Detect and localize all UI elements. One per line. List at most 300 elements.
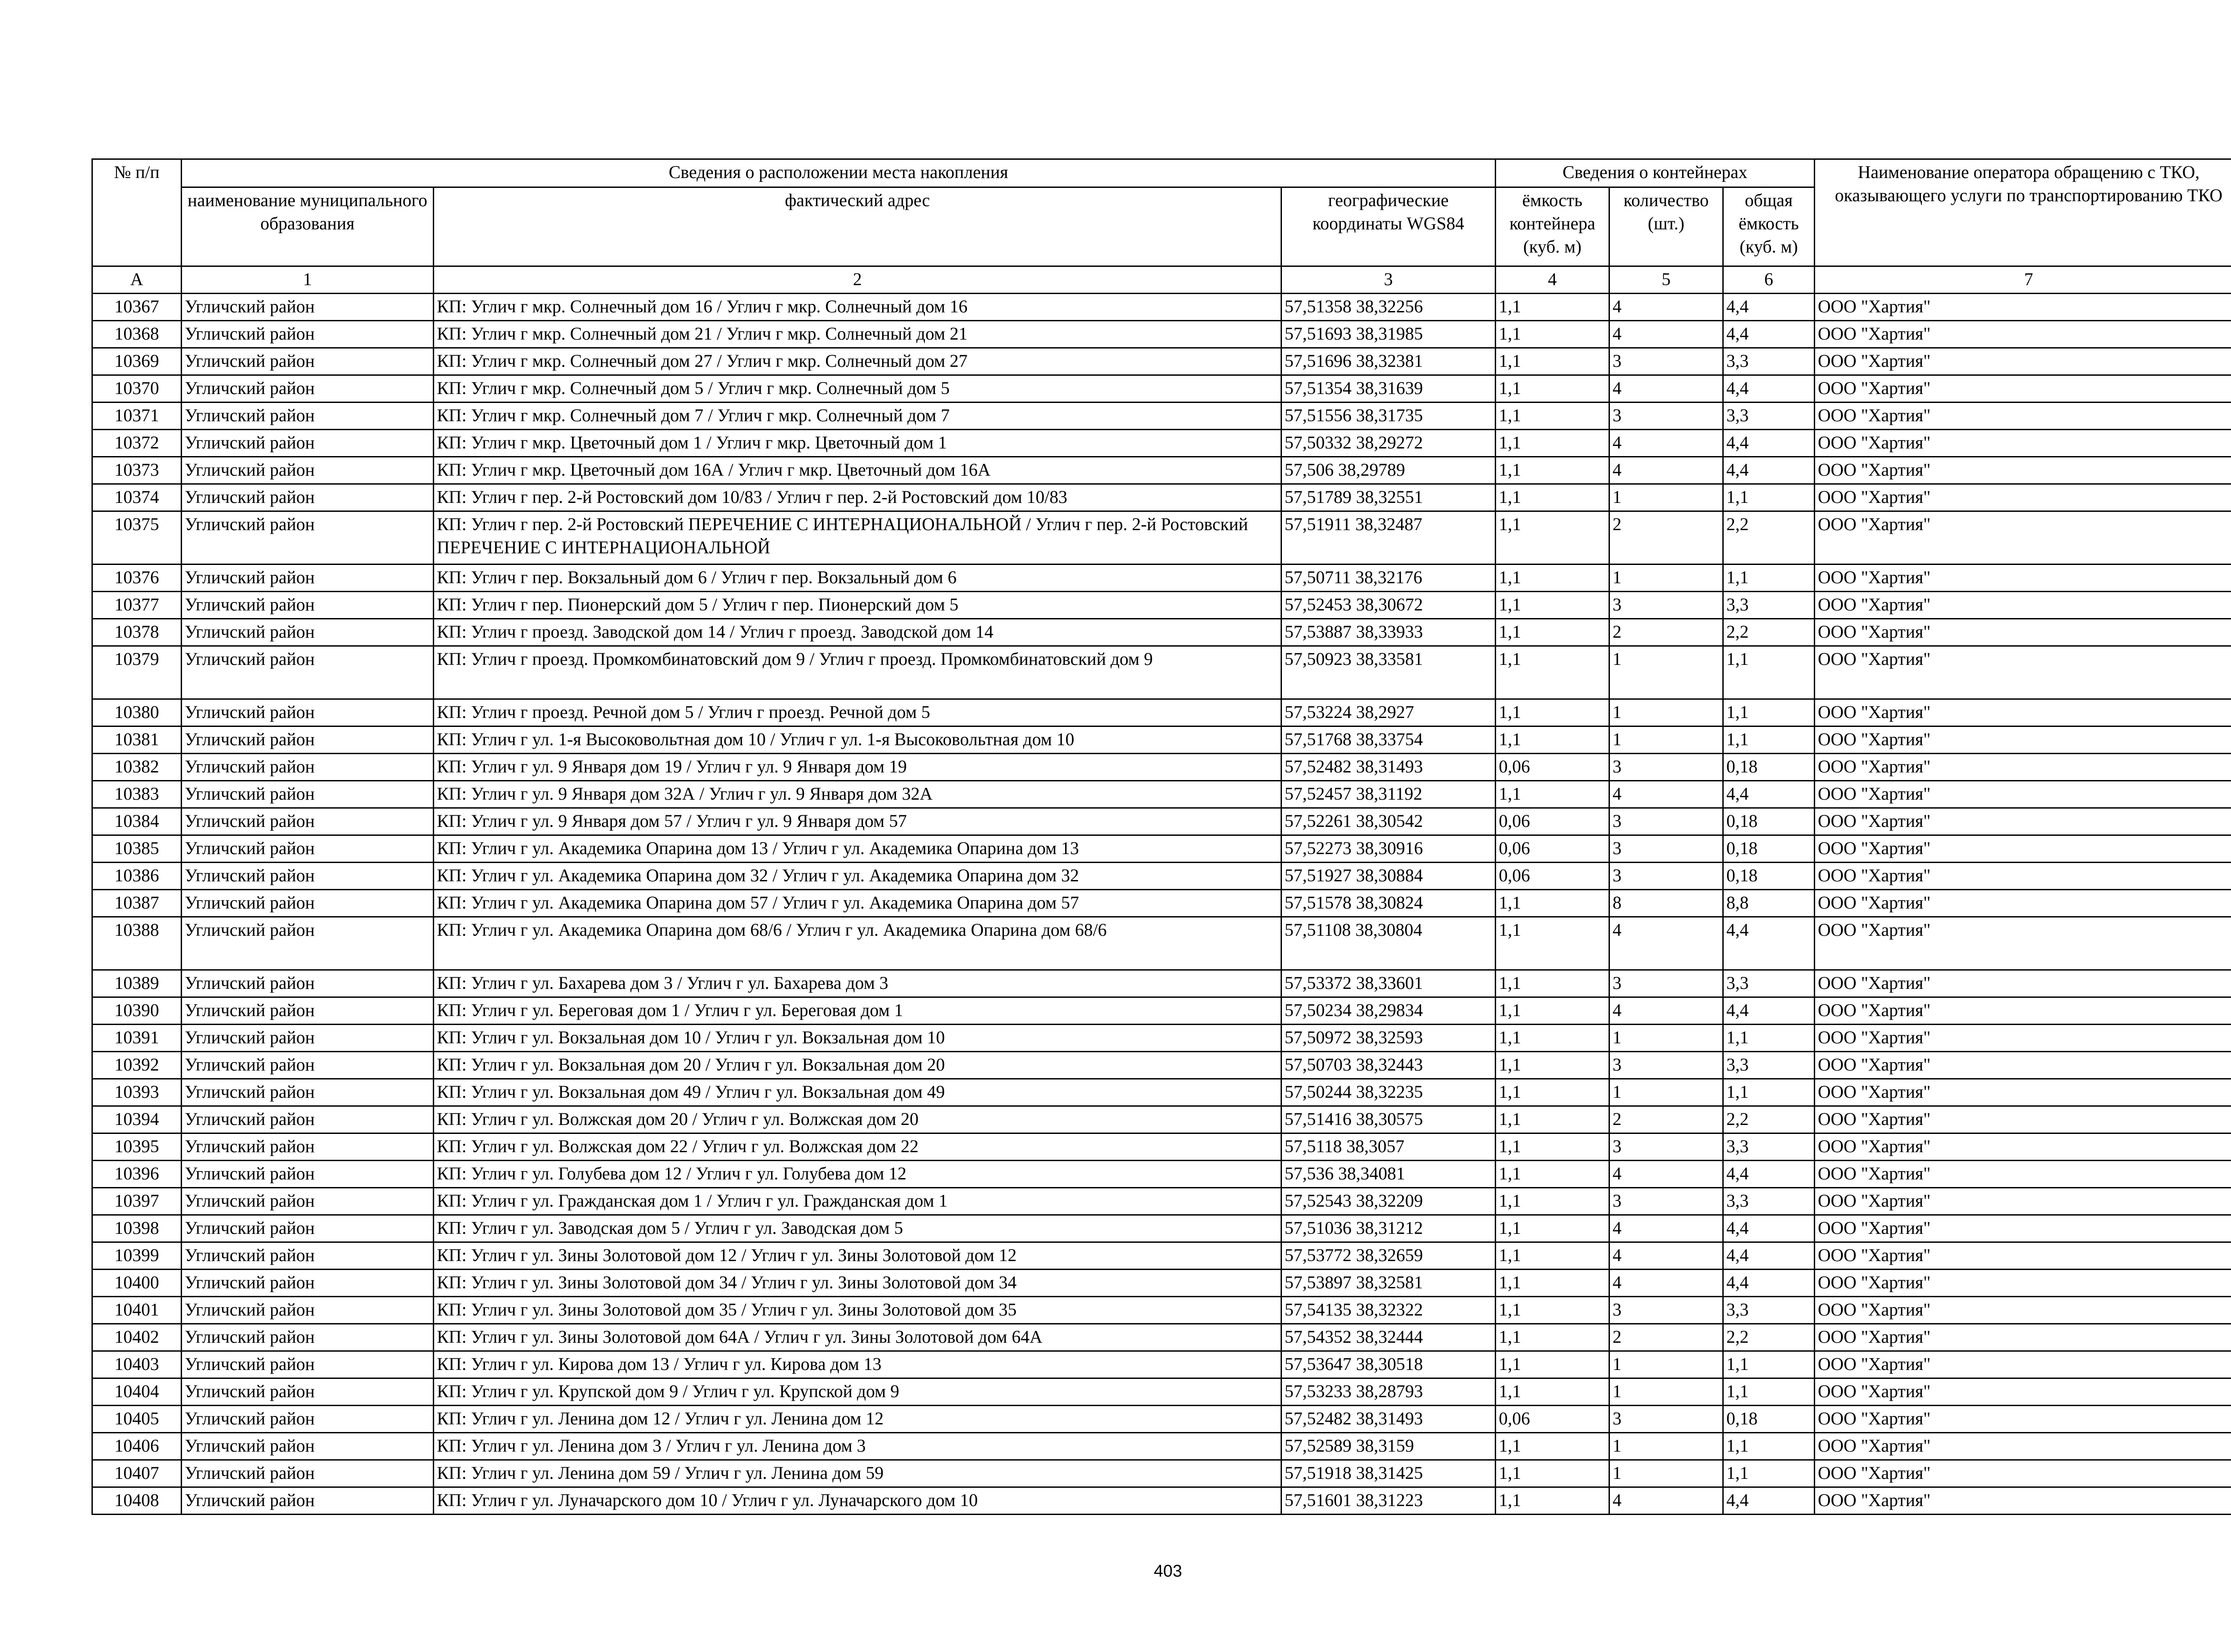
cell-num: 10385 xyxy=(92,835,182,863)
cell-municipality: Угличский район xyxy=(182,592,434,619)
cell-capacity: 1,1 xyxy=(1496,1133,1609,1161)
table-row xyxy=(92,726,2231,754)
cell-count: 1 xyxy=(1609,1460,1723,1487)
index-cell: 5 xyxy=(1609,266,1723,294)
cell-count: 3 xyxy=(1609,863,1723,890)
cell-coords: 57,51693 38,31985 xyxy=(1281,321,1496,348)
cell-operator: ООО "Хартия" xyxy=(1815,1188,2231,1215)
table-row xyxy=(92,565,2231,592)
cell-count: 2 xyxy=(1609,619,1723,646)
cell-count: 1 xyxy=(1609,1025,1723,1052)
cell-count: 4 xyxy=(1609,430,1723,457)
cell-address: КП: Углич г мкр. Цветочный дом 1 / Углич г мкр. Цветочный дом 1 xyxy=(434,430,1281,457)
cell-num: 10401 xyxy=(92,1297,182,1324)
cell-operator: ООО "Хартия" xyxy=(1815,835,2231,863)
cell-operator: ООО "Хартия" xyxy=(1815,917,2231,970)
cell-address: КП: Углич г ул. Ленина дом 59 / Углич г ул. Ленина дом 59 xyxy=(434,1460,1281,1487)
cell-coords: 57,50923 38,33581 xyxy=(1281,646,1496,699)
cell-num: 10376 xyxy=(92,565,182,592)
cell-num: 10403 xyxy=(92,1351,182,1378)
cell-total: 1,1 xyxy=(1723,1460,1815,1487)
cell-coords: 57,52589 38,3159 xyxy=(1281,1433,1496,1460)
table-row xyxy=(92,890,2231,917)
cell-num: 10369 xyxy=(92,348,182,375)
cell-total: 4,4 xyxy=(1723,457,1815,484)
cell-operator: ООО "Хартия" xyxy=(1815,1324,2231,1351)
cell-municipality: Угличский район xyxy=(182,403,434,430)
cell-municipality: Угличский район xyxy=(182,997,434,1025)
cell-total: 4,4 xyxy=(1723,375,1815,403)
cell-total: 8,8 xyxy=(1723,890,1815,917)
cell-count: 2 xyxy=(1609,1106,1723,1133)
cell-address: КП: Углич г ул. Гражданская дом 1 / Углич г ул. Гражданская дом 1 xyxy=(434,1188,1281,1215)
cell-operator: ООО "Хартия" xyxy=(1815,699,2231,726)
cell-operator: ООО "Хартия" xyxy=(1815,1378,2231,1406)
cell-total: 1,1 xyxy=(1723,1433,1815,1460)
cell-total: 4,4 xyxy=(1723,294,1815,321)
cell-total: 3,3 xyxy=(1723,1133,1815,1161)
cell-operator: ООО "Хартия" xyxy=(1815,1433,2231,1460)
cell-address: КП: Углич г мкр. Солнечный дом 16 / Углич г мкр. Солнечный дом 16 xyxy=(434,294,1281,321)
cell-total: 1,1 xyxy=(1723,1025,1815,1052)
cell-coords: 57,52261 38,30542 xyxy=(1281,808,1496,835)
cell-operator: ООО "Хартия" xyxy=(1815,1242,2231,1270)
cell-num: 10368 xyxy=(92,321,182,348)
cell-municipality: Угличский район xyxy=(182,863,434,890)
cell-capacity: 1,1 xyxy=(1496,1351,1609,1378)
cell-num: 10382 xyxy=(92,754,182,781)
cell-address: КП: Углич г ул. Академика Опарина дом 57 / Углич г ул. Академика Опарина дом 57 xyxy=(434,890,1281,917)
table-row xyxy=(92,1460,2231,1487)
cell-coords: 57,52543 38,32209 xyxy=(1281,1188,1496,1215)
cell-address: КП: Углич г пер. 2-й Ростовский дом 10/83 / Углич г пер. 2-й Ростовский дом 10/83 xyxy=(434,484,1281,511)
cell-count: 4 xyxy=(1609,1242,1723,1270)
cell-total: 4,4 xyxy=(1723,1487,1815,1515)
cell-municipality: Угличский район xyxy=(182,890,434,917)
header-operator: Наименование оператора обращению с ТКО, оказывающего услуги по транспортированию ТКО xyxy=(1815,159,2231,266)
table-row xyxy=(92,1052,2231,1079)
cell-total: 4,4 xyxy=(1723,917,1815,970)
header-municipality: наименование муниципального образования xyxy=(182,187,434,266)
cell-capacity: 1,1 xyxy=(1496,403,1609,430)
cell-municipality: Угличский район xyxy=(182,1079,434,1106)
table-row xyxy=(92,375,2231,403)
cell-total: 1,1 xyxy=(1723,1079,1815,1106)
cell-operator: ООО "Хартия" xyxy=(1815,375,2231,403)
table-row xyxy=(92,646,2231,699)
cell-total: 4,4 xyxy=(1723,781,1815,808)
cell-operator: ООО "Хартия" xyxy=(1815,1052,2231,1079)
cell-address: КП: Углич г ул. Ленина дом 12 / Углич г ул. Ленина дом 12 xyxy=(434,1406,1281,1433)
cell-capacity: 1,1 xyxy=(1496,348,1609,375)
cell-total: 3,3 xyxy=(1723,1297,1815,1324)
cell-capacity: 1,1 xyxy=(1496,917,1609,970)
cell-municipality: Угличский район xyxy=(182,1406,434,1433)
table-body xyxy=(92,294,2231,1515)
index-cell: 1 xyxy=(182,266,434,294)
cell-total: 4,4 xyxy=(1723,1270,1815,1297)
cell-capacity: 1,1 xyxy=(1496,1106,1609,1133)
cell-capacity: 1,1 xyxy=(1496,1025,1609,1052)
cell-count: 4 xyxy=(1609,375,1723,403)
cell-num: 10407 xyxy=(92,1460,182,1487)
header-num: № п/п xyxy=(92,159,182,266)
cell-count: 1 xyxy=(1609,1378,1723,1406)
cell-municipality: Угличский район xyxy=(182,1487,434,1515)
cell-address: КП: Углич г мкр. Солнечный дом 7 / Углич г мкр. Солнечный дом 7 xyxy=(434,403,1281,430)
cell-municipality: Угличский район xyxy=(182,484,434,511)
cell-count: 4 xyxy=(1609,294,1723,321)
cell-capacity: 1,1 xyxy=(1496,1079,1609,1106)
cell-coords: 57,51927 38,30884 xyxy=(1281,863,1496,890)
page-number: 403 xyxy=(1153,1562,1182,1581)
cell-operator: ООО "Хартия" xyxy=(1815,321,2231,348)
cell-capacity: 1,1 xyxy=(1496,1161,1609,1188)
cell-operator: ООО "Хартия" xyxy=(1815,1351,2231,1378)
cell-num: 10388 xyxy=(92,917,182,970)
table-row xyxy=(92,403,2231,430)
cell-total: 1,1 xyxy=(1723,1351,1815,1378)
cell-total: 3,3 xyxy=(1723,592,1815,619)
table-row xyxy=(92,294,2231,321)
cell-capacity: 0,06 xyxy=(1496,808,1609,835)
cell-count: 1 xyxy=(1609,484,1723,511)
cell-operator: ООО "Хартия" xyxy=(1815,565,2231,592)
cell-num: 10386 xyxy=(92,863,182,890)
cell-total: 3,3 xyxy=(1723,1188,1815,1215)
cell-address: КП: Углич г мкр. Солнечный дом 5 / Углич г мкр. Солнечный дом 5 xyxy=(434,375,1281,403)
header-total: общая ёмкость (куб. м) xyxy=(1723,187,1815,266)
cell-operator: ООО "Хартия" xyxy=(1815,1079,2231,1106)
cell-count: 3 xyxy=(1609,1133,1723,1161)
cell-municipality: Угличский район xyxy=(182,1188,434,1215)
cell-municipality: Угличский район xyxy=(182,1025,434,1052)
cell-municipality: Угличский район xyxy=(182,835,434,863)
table-row xyxy=(92,457,2231,484)
cell-coords: 57,50234 38,29834 xyxy=(1281,997,1496,1025)
cell-municipality: Угличский район xyxy=(182,348,434,375)
cell-num: 10380 xyxy=(92,699,182,726)
cell-num: 10399 xyxy=(92,1242,182,1270)
cell-num: 10404 xyxy=(92,1378,182,1406)
cell-total: 1,1 xyxy=(1723,1378,1815,1406)
cell-municipality: Угличский район xyxy=(182,375,434,403)
cell-coords: 57,50711 38,32176 xyxy=(1281,565,1496,592)
cell-count: 4 xyxy=(1609,917,1723,970)
cell-municipality: Угличский район xyxy=(182,457,434,484)
cell-count: 4 xyxy=(1609,1487,1723,1515)
cell-capacity: 1,1 xyxy=(1496,592,1609,619)
table-row xyxy=(92,863,2231,890)
cell-coords: 57,51911 38,32487 xyxy=(1281,511,1496,565)
cell-municipality: Угличский район xyxy=(182,1052,434,1079)
cell-num: 10389 xyxy=(92,970,182,997)
table-row xyxy=(92,1215,2231,1242)
cell-total: 0,18 xyxy=(1723,808,1815,835)
cell-municipality: Угличский район xyxy=(182,726,434,754)
cell-count: 2 xyxy=(1609,1324,1723,1351)
table-row xyxy=(92,970,2231,997)
cell-total: 2,2 xyxy=(1723,511,1815,565)
table-row xyxy=(92,511,2231,565)
cell-coords: 57,51578 38,30824 xyxy=(1281,890,1496,917)
cell-capacity: 1,1 xyxy=(1496,1487,1609,1515)
cell-num: 10381 xyxy=(92,726,182,754)
cell-coords: 57,51789 38,32551 xyxy=(1281,484,1496,511)
table-row xyxy=(92,619,2231,646)
cell-capacity: 1,1 xyxy=(1496,890,1609,917)
registry-table xyxy=(91,158,2231,1515)
table-row xyxy=(92,348,2231,375)
cell-address: КП: Углич г ул. Вокзальная дом 20 / Углич г ул. Вокзальная дом 20 xyxy=(434,1052,1281,1079)
cell-municipality: Угличский район xyxy=(182,1324,434,1351)
cell-operator: ООО "Хартия" xyxy=(1815,1487,2231,1515)
cell-num: 10392 xyxy=(92,1052,182,1079)
cell-coords: 57,54352 38,32444 xyxy=(1281,1324,1496,1351)
cell-address: КП: Углич г мкр. Цветочный дом 16А / Углич г мкр. Цветочный дом 16А xyxy=(434,457,1281,484)
cell-capacity: 1,1 xyxy=(1496,1215,1609,1242)
cell-count: 1 xyxy=(1609,699,1723,726)
cell-total: 4,4 xyxy=(1723,321,1815,348)
cell-municipality: Угличский район xyxy=(182,1106,434,1133)
cell-operator: ООО "Хартия" xyxy=(1815,1025,2231,1052)
cell-capacity: 1,1 xyxy=(1496,1242,1609,1270)
cell-count: 4 xyxy=(1609,997,1723,1025)
table-row xyxy=(92,699,2231,726)
cell-num: 10398 xyxy=(92,1215,182,1242)
cell-count: 3 xyxy=(1609,592,1723,619)
table-row xyxy=(92,430,2231,457)
cell-capacity: 1,1 xyxy=(1496,970,1609,997)
cell-address: КП: Углич г пер. Вокзальный дом 6 / Углич г пер. Вокзальный дом 6 xyxy=(434,565,1281,592)
cell-operator: ООО "Хартия" xyxy=(1815,1406,2231,1433)
cell-municipality: Угличский район xyxy=(182,1270,434,1297)
cell-total: 3,3 xyxy=(1723,970,1815,997)
cell-total: 1,1 xyxy=(1723,726,1815,754)
cell-address: КП: Углич г ул. Ленина дом 3 / Углич г ул. Ленина дом 3 xyxy=(434,1433,1281,1460)
cell-coords: 57,50332 38,29272 xyxy=(1281,430,1496,457)
cell-num: 10396 xyxy=(92,1161,182,1188)
cell-num: 10379 xyxy=(92,646,182,699)
cell-coords: 57,51354 38,31639 xyxy=(1281,375,1496,403)
cell-municipality: Угличский район xyxy=(182,1297,434,1324)
cell-num: 10391 xyxy=(92,1025,182,1052)
cell-total: 4,4 xyxy=(1723,997,1815,1025)
cell-capacity: 1,1 xyxy=(1496,457,1609,484)
cell-num: 10384 xyxy=(92,808,182,835)
cell-coords: 57,53224 38,2927 xyxy=(1281,699,1496,726)
cell-coords: 57,53887 38,33933 xyxy=(1281,619,1496,646)
cell-municipality: Угличский район xyxy=(182,917,434,970)
table-row xyxy=(92,1487,2231,1515)
cell-address: КП: Углич г ул. Бахарева дом 3 / Углич г ул. Бахарева дом 3 xyxy=(434,970,1281,997)
table-row xyxy=(92,1270,2231,1297)
cell-count: 4 xyxy=(1609,1161,1723,1188)
cell-address: КП: Углич г ул. Волжская дом 22 / Углич г ул. Волжская дом 22 xyxy=(434,1133,1281,1161)
cell-operator: ООО "Хартия" xyxy=(1815,430,2231,457)
cell-coords: 57,51036 38,31212 xyxy=(1281,1215,1496,1242)
cell-total: 1,1 xyxy=(1723,699,1815,726)
cell-num: 10374 xyxy=(92,484,182,511)
cell-total: 3,3 xyxy=(1723,1052,1815,1079)
cell-address: КП: Углич г ул. 9 Января дом 19 / Углич г ул. 9 Января дом 19 xyxy=(434,754,1281,781)
cell-num: 10387 xyxy=(92,890,182,917)
cell-address: КП: Углич г пер. 2-й Ростовский ПЕРЕЧЕНИЕ С ИНТЕРНАЦИОНАЛЬНОЙ / Углич г пер. 2-й Ростовский ПЕРЕЧЕНИЕ С ИНТЕРНАЦИОНАЛЬНОЙ xyxy=(434,511,1281,565)
cell-capacity: 1,1 xyxy=(1496,1052,1609,1079)
cell-address: КП: Углич г ул. Вокзальная дом 10 / Углич г ул. Вокзальная дом 10 xyxy=(434,1025,1281,1052)
cell-capacity: 0,06 xyxy=(1496,1406,1609,1433)
cell-capacity: 1,1 xyxy=(1496,321,1609,348)
cell-capacity: 1,1 xyxy=(1496,484,1609,511)
cell-count: 4 xyxy=(1609,321,1723,348)
cell-municipality: Угличский район xyxy=(182,565,434,592)
cell-num: 10405 xyxy=(92,1406,182,1433)
cell-count: 3 xyxy=(1609,970,1723,997)
cell-municipality: Угличский район xyxy=(182,430,434,457)
table-row xyxy=(92,1242,2231,1270)
cell-coords: 57,50244 38,32235 xyxy=(1281,1079,1496,1106)
cell-coords: 57,53897 38,32581 xyxy=(1281,1270,1496,1297)
cell-coords: 57,54135 38,32322 xyxy=(1281,1297,1496,1324)
cell-coords: 57,51918 38,31425 xyxy=(1281,1460,1496,1487)
cell-operator: ООО "Хартия" xyxy=(1815,726,2231,754)
cell-address: КП: Углич г ул. Зины Золотовой дом 64А / Углич г ул. Зины Золотовой дом 64А xyxy=(434,1324,1281,1351)
cell-num: 10383 xyxy=(92,781,182,808)
index-cell: 7 xyxy=(1815,266,2231,294)
cell-municipality: Угличский район xyxy=(182,781,434,808)
cell-address: КП: Углич г ул. Зины Золотовой дом 35 / Углич г ул. Зины Золотовой дом 35 xyxy=(434,1297,1281,1324)
cell-operator: ООО "Хартия" xyxy=(1815,592,2231,619)
cell-operator: ООО "Хартия" xyxy=(1815,403,2231,430)
table-row xyxy=(92,1351,2231,1378)
table-row xyxy=(92,1161,2231,1188)
cell-capacity: 1,1 xyxy=(1496,375,1609,403)
cell-coords: 57,53233 38,28793 xyxy=(1281,1378,1496,1406)
cell-operator: ООО "Хартия" xyxy=(1815,511,2231,565)
table-row xyxy=(92,808,2231,835)
cell-num: 10390 xyxy=(92,997,182,1025)
cell-operator: ООО "Хартия" xyxy=(1815,457,2231,484)
cell-num: 10406 xyxy=(92,1433,182,1460)
table-row xyxy=(92,1188,2231,1215)
cell-count: 3 xyxy=(1609,1188,1723,1215)
cell-municipality: Угличский район xyxy=(182,970,434,997)
cell-count: 3 xyxy=(1609,403,1723,430)
cell-operator: ООО "Хартия" xyxy=(1815,1460,2231,1487)
table-row xyxy=(92,754,2231,781)
cell-capacity: 1,1 xyxy=(1496,1460,1609,1487)
cell-capacity: 0,06 xyxy=(1496,835,1609,863)
cell-operator: ООО "Хартия" xyxy=(1815,646,2231,699)
cell-coords: 57,52457 38,31192 xyxy=(1281,781,1496,808)
cell-address: КП: Углич г ул. Академика Опарина дом 68/6 / Углич г ул. Академика Опарина дом 68/6 xyxy=(434,917,1281,970)
cell-address: КП: Углич г ул. Волжская дом 20 / Углич г ул. Волжская дом 20 xyxy=(434,1106,1281,1133)
cell-municipality: Угличский район xyxy=(182,1133,434,1161)
cell-operator: ООО "Хартия" xyxy=(1815,1297,2231,1324)
header-containers: Сведения о контейнерах xyxy=(1496,159,1815,187)
cell-municipality: Угличский район xyxy=(182,1161,434,1188)
cell-operator: ООО "Хартия" xyxy=(1815,1215,2231,1242)
cell-address: КП: Углич г ул. Вокзальная дом 49 / Углич г ул. Вокзальная дом 49 xyxy=(434,1079,1281,1106)
cell-capacity: 1,1 xyxy=(1496,1378,1609,1406)
cell-coords: 57,51768 38,33754 xyxy=(1281,726,1496,754)
cell-count: 8 xyxy=(1609,890,1723,917)
cell-capacity: 1,1 xyxy=(1496,997,1609,1025)
cell-address: КП: Углич г ул. 9 Января дом 32А / Углич г ул. 9 Января дом 32А xyxy=(434,781,1281,808)
cell-count: 1 xyxy=(1609,565,1723,592)
cell-num: 10402 xyxy=(92,1324,182,1351)
cell-capacity: 1,1 xyxy=(1496,1324,1609,1351)
table-row xyxy=(92,997,2231,1025)
cell-count: 3 xyxy=(1609,808,1723,835)
cell-municipality: Угличский район xyxy=(182,1215,434,1242)
cell-capacity: 1,1 xyxy=(1496,726,1609,754)
table-row xyxy=(92,781,2231,808)
cell-address: КП: Углич г ул. Голубева дом 12 / Углич г ул. Голубева дом 12 xyxy=(434,1161,1281,1188)
cell-operator: ООО "Хартия" xyxy=(1815,619,2231,646)
cell-operator: ООО "Хартия" xyxy=(1815,997,2231,1025)
cell-total: 4,4 xyxy=(1723,1242,1815,1270)
index-cell: 4 xyxy=(1496,266,1609,294)
header-capacity: ёмкость контейнера (куб. м) xyxy=(1496,187,1609,266)
index-cell: 3 xyxy=(1281,266,1496,294)
cell-total: 2,2 xyxy=(1723,1106,1815,1133)
cell-coords: 57,51358 38,32256 xyxy=(1281,294,1496,321)
cell-capacity: 1,1 xyxy=(1496,781,1609,808)
cell-total: 4,4 xyxy=(1723,1161,1815,1188)
table-header xyxy=(92,159,2231,294)
cell-num: 10394 xyxy=(92,1106,182,1133)
cell-total: 4,4 xyxy=(1723,1215,1815,1242)
cell-num: 10378 xyxy=(92,619,182,646)
cell-capacity: 0,06 xyxy=(1496,754,1609,781)
cell-operator: ООО "Хартия" xyxy=(1815,970,2231,997)
cell-count: 3 xyxy=(1609,754,1723,781)
cell-num: 10377 xyxy=(92,592,182,619)
cell-total: 0,18 xyxy=(1723,835,1815,863)
cell-count: 4 xyxy=(1609,781,1723,808)
cell-operator: ООО "Хартия" xyxy=(1815,754,2231,781)
cell-address: КП: Углич г ул. Береговая дом 1 / Углич г ул. Береговая дом 1 xyxy=(434,997,1281,1025)
cell-operator: ООО "Хартия" xyxy=(1815,1133,2231,1161)
cell-address: КП: Углич г ул. 9 Января дом 57 / Углич г ул. 9 Января дом 57 xyxy=(434,808,1281,835)
cell-count: 1 xyxy=(1609,1079,1723,1106)
cell-capacity: 1,1 xyxy=(1496,699,1609,726)
cell-total: 1,1 xyxy=(1723,484,1815,511)
cell-municipality: Угличский район xyxy=(182,294,434,321)
cell-coords: 57,51416 38,30575 xyxy=(1281,1106,1496,1133)
cell-operator: ООО "Хартия" xyxy=(1815,781,2231,808)
cell-total: 4,4 xyxy=(1723,430,1815,457)
cell-coords: 57,50972 38,32593 xyxy=(1281,1025,1496,1052)
cell-coords: 57,53372 38,33601 xyxy=(1281,970,1496,997)
cell-address: КП: Углич г мкр. Солнечный дом 27 / Углич г мкр. Солнечный дом 27 xyxy=(434,348,1281,375)
cell-coords: 57,51601 38,31223 xyxy=(1281,1487,1496,1515)
cell-count: 1 xyxy=(1609,646,1723,699)
cell-address: КП: Углич г ул. Зины Золотовой дом 34 / Углич г ул. Зины Золотовой дом 34 xyxy=(434,1270,1281,1297)
cell-municipality: Угличский район xyxy=(182,1351,434,1378)
cell-coords: 57,53772 38,32659 xyxy=(1281,1242,1496,1270)
cell-capacity: 1,1 xyxy=(1496,1433,1609,1460)
cell-num: 10393 xyxy=(92,1079,182,1106)
cell-operator: ООО "Хартия" xyxy=(1815,1270,2231,1297)
cell-capacity: 0,06 xyxy=(1496,863,1609,890)
cell-coords: 57,51696 38,32381 xyxy=(1281,348,1496,375)
cell-capacity: 1,1 xyxy=(1496,1188,1609,1215)
table-row xyxy=(92,1079,2231,1106)
cell-count: 3 xyxy=(1609,1297,1723,1324)
cell-coords: 57,52482 38,31493 xyxy=(1281,754,1496,781)
